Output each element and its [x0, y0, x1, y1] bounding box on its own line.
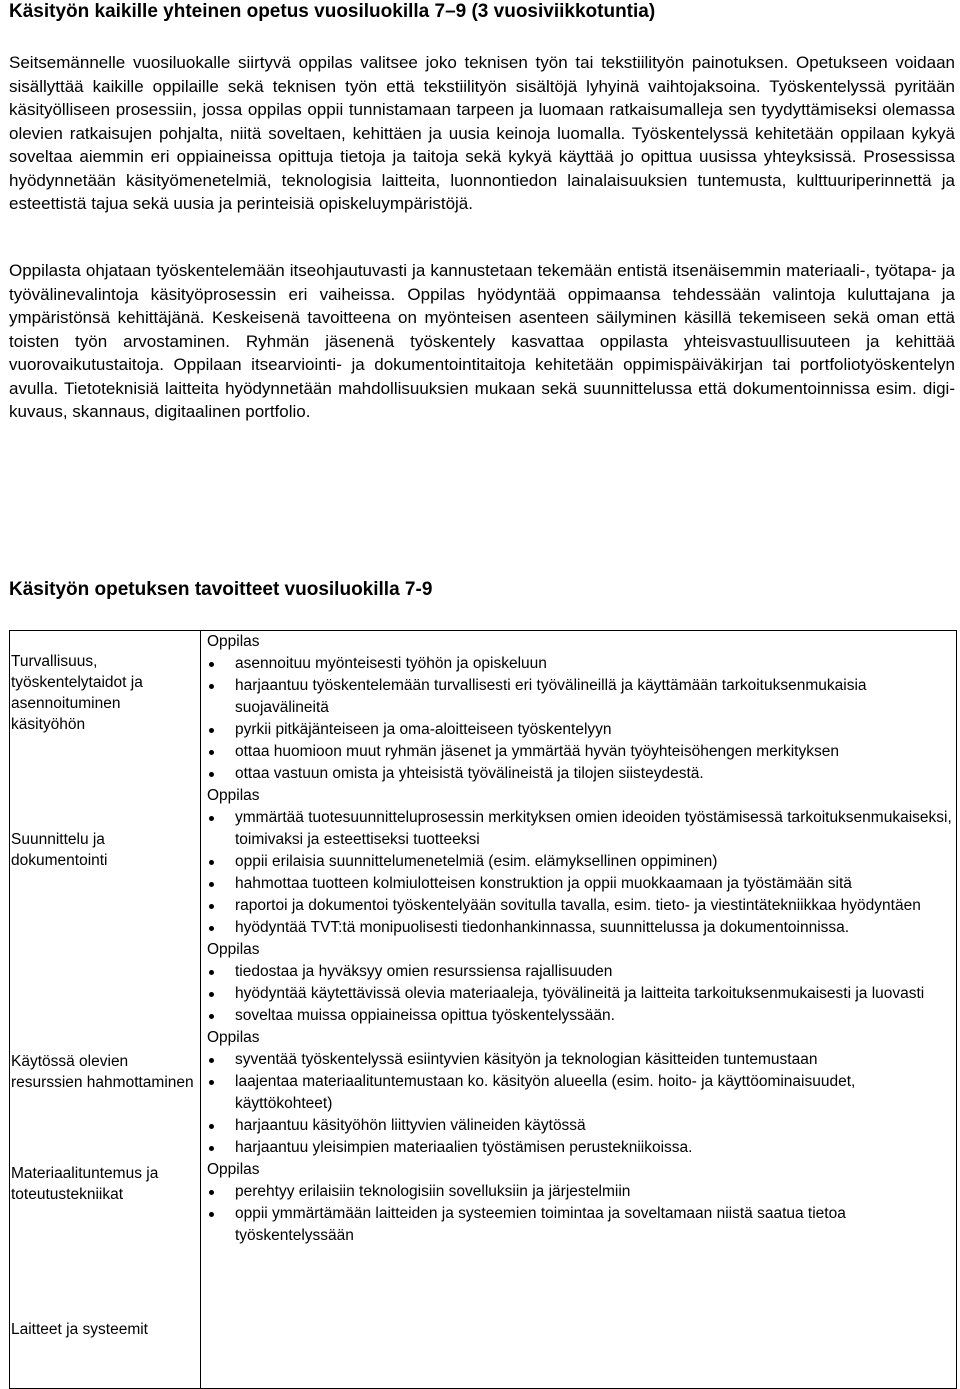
goal-item	[201, 873, 956, 895]
bullet-icon	[209, 992, 214, 997]
goal-item-text: soveltaa muissa oppiaineissa opittua työskentelyssään.	[235, 1007, 615, 1024]
goal-item-text: tiedostaa ja hyväksyy omien resurssiensa rajallisuuden	[235, 963, 613, 980]
goal-list	[201, 1049, 956, 1159]
bullet-icon	[209, 904, 214, 909]
goal-area-materials: Materiaalituntemus ja toteutustekniikat	[11, 1165, 159, 1203]
bullet-icon	[209, 882, 214, 887]
goal-item-text: laajentaa materiaalituntemustaan ko. käsityön alueella (esim. hoito- ja käyttöominaisuudet, käyttökohteet)	[235, 1073, 856, 1112]
bullet-icon	[209, 1080, 214, 1085]
bullet-icon	[209, 750, 214, 755]
goal-item-text: hahmottaa tuotteen kolmiulotteisen konstruktion ja oppii muokkaamaan ja työstämään sitä	[235, 875, 852, 892]
bullet-icon	[209, 728, 214, 733]
goal-item	[201, 961, 956, 983]
goal-item	[201, 763, 956, 785]
goal-area-safety: Turvallisuus, työskentelytaidot ja asennoituminen käsityöhön	[11, 653, 143, 733]
goal-areas-column	[10, 631, 201, 1389]
bullet-icon	[209, 1190, 214, 1195]
goal-item-text: harjaantuu työskentelemään turvallisesti eri työvälineillä ja käyttämään tarkoituksenmukaisia suojavälineitä	[235, 677, 867, 716]
bullet-icon	[209, 970, 214, 975]
goal-item-text: oppii ymmärtämään laitteiden ja systeemien toimintaa ja soveltamaan niistä saatua tietoa työskentelyssään	[235, 1205, 846, 1244]
goal-item	[201, 895, 956, 917]
goal-item-text: asennoituu myönteisesti työhön ja opiskeluun	[235, 655, 547, 672]
goal-item	[201, 741, 956, 763]
goal-item	[201, 1203, 956, 1247]
goal-item	[201, 1137, 956, 1159]
goal-item-text: harjaantuu käsityöhön liittyvien välineiden käytössä	[235, 1117, 586, 1134]
goals-table	[9, 630, 957, 1389]
goal-item	[201, 1005, 956, 1027]
goals-column	[201, 631, 957, 1389]
goal-item	[201, 807, 956, 851]
bullet-icon	[209, 684, 214, 689]
goal-item	[201, 675, 956, 719]
goal-item-text: hyödyntää TVT:tä monipuolisesti tiedonhankinnassa, suunnittelussa ja dokumentoinnissa.	[235, 919, 850, 936]
goal-item-text: pyrkii pitkäjänteiseen ja oma-aloitteiseen työskentelyyn	[235, 721, 612, 738]
bullet-icon	[209, 1014, 214, 1019]
goal-group-title: Oppilas	[207, 1161, 260, 1178]
goal-list	[201, 1181, 956, 1247]
bullet-icon	[209, 1212, 214, 1217]
goal-item-text: harjaantuu yleisimpien materiaalien työstämisen perustekniikoissa.	[235, 1139, 693, 1156]
bullet-icon	[209, 926, 214, 931]
goal-item	[201, 1115, 956, 1137]
goal-item	[201, 653, 956, 675]
bullet-icon	[209, 1124, 214, 1129]
goal-item	[201, 1049, 956, 1071]
goal-item-text: oppii erilaisia suunnittelumenetelmiä (esim. elämyksellinen oppiminen)	[235, 853, 718, 870]
bullet-icon	[209, 1146, 214, 1151]
bullet-icon	[209, 1058, 214, 1063]
goal-group-title: Oppilas	[207, 941, 260, 958]
goal-area-resources: Käytössä olevien resurssien hahmottaminen	[11, 1053, 194, 1091]
bullet-icon	[209, 662, 214, 667]
goal-item	[201, 851, 956, 873]
goal-group	[201, 1027, 956, 1159]
goal-group-title: Oppilas	[207, 787, 260, 804]
goal-group	[201, 785, 956, 939]
bullet-icon	[209, 860, 214, 865]
goal-list	[201, 961, 956, 1027]
goal-group	[201, 1159, 956, 1247]
goal-area-planning: Suunnittelu ja dokumentointi	[11, 831, 108, 869]
goal-group	[201, 631, 956, 785]
goal-item	[201, 1071, 956, 1115]
goal-item	[201, 719, 956, 741]
goal-item-text: ottaa vastuun omista ja yhteisistä työvälineistä ja tilojen siisteydestä.	[235, 765, 704, 782]
goal-groups	[201, 631, 956, 1247]
goal-item-text: raportoi ja dokumentoi työskentelyään sovitulla tavalla, esim. tieto- ja viestintätekniikkaa hyödyntäen	[235, 897, 921, 914]
goal-item-text: syventää työskentelyssä esiintyvien käsityön ja teknologian käsitteiden tuntemustaan	[235, 1051, 818, 1068]
bullet-icon	[209, 772, 214, 777]
goal-item-text: ottaa huomioon muut ryhmän jäsenet ja ymmärtää hyvän työyhteisöhengen merkityksen	[235, 743, 839, 760]
goal-list	[201, 807, 956, 939]
page-heading: Käsityön kaikille yhteinen opetus vuosiluokilla 7–9 (3 vuosiviikkotuntia)	[9, 1, 656, 22]
goal-item-text: perehtyy erilaisiin teknologisiin sovelluksiin ja järjestelmiin	[235, 1183, 631, 1200]
goal-group-title: Oppilas	[207, 633, 260, 650]
intro-paragraph-2: Oppilasta ohjataan työskentelemään itseohjautuvasti ja kannustetaan tekemään entistä itsenäisemmin materiaali-, työtapa- ja työvälinevalintoja käsityöprosessin eri vaiheissa. Oppilas hyödyntää oppimaansa tehdessään valintoja kuluttajana ja ympäristönsä kehittäjänä. Keskeisenä tavoitteena on myönteisen asenteen säilyminen käsillä tekemiseen sekä oman että toisten työn arvostaminen. Ryhmän jäsenenä työskentely kasvattaa oppilasta yhteisvastuullisuuteen ja kehittää vuorovaikutustaitoja. Oppilaan itsearviointi- ja dokumentointitaitoja kehitetään oppimispäiväkirjan tai portfoliotyöskentelyn avulla. Tietoteknisiä laitteita hyödynnetään mahdollisuuksien mukaan sekä suunnittelussa että dokumentoinnissa esim. digi-kuvaus, skannaus, digitaalinen portfolio.	[9, 261, 955, 421]
bullet-icon	[209, 816, 214, 821]
goal-area-devices: Laitteet ja systeemit	[11, 1321, 148, 1338]
goals-heading: Käsityön opetuksen tavoitteet vuosiluokilla 7-9	[9, 579, 433, 600]
goal-list	[201, 653, 956, 785]
goal-item-text: ymmärtää tuotesuunnitteluprosessin merkityksen omien ideoiden työstämisessä tarkoituksenmukaiseksi, toimivaksi ja esteettiseksi tuotteeksi	[235, 809, 952, 848]
intro-paragraph-1: Seitsemännelle vuosiluokalle siirtyvä oppilas valitsee joko teknisen työn tai tekstiilityön painotuksen. Opetukseen voidaan sisällyttää kaikille oppilaille sekä teknisen työn että tekstiilityön sisältöjä lyhyinä vaihtojaksoina. Työskentelyssä pyritään käsityölliseen prosessiin, jossa oppilas oppii tunnistamaan tarpeen ja luomaan ratkaisumalleja sen tyydyttämiseksi olemassa olevien ratkaisujen pohjalta, niitä soveltaen, kehittäen ja uusia keinoja luomalla. Työskentelyssä kehitetään oppilaan kykyä soveltaa aiemmin eri oppiaineissa opittuja tietoja ja taitoja sekä kykyä käyttää jo opittua uusissa yhteyksissä. Prosessissa hyödynnetään käsityömenetelmiä, teknologisia laitteita, luonnontiedon lainalaisuuksien tuntemusta, kulttuuriperinnettä ja esteettistä tajua sekä uusia ja perinteisiä opiskeluympäristöjä.	[9, 53, 955, 213]
goal-item	[201, 917, 956, 939]
goal-item	[201, 983, 956, 1005]
goal-group	[201, 939, 956, 1027]
goal-item-text: hyödyntää käytettävissä olevia materiaaleja, työvälineitä ja laitteita tarkoituksenmukaisesti ja luovasti	[235, 985, 925, 1002]
goal-item	[201, 1181, 956, 1203]
goal-group-title: Oppilas	[207, 1029, 260, 1046]
